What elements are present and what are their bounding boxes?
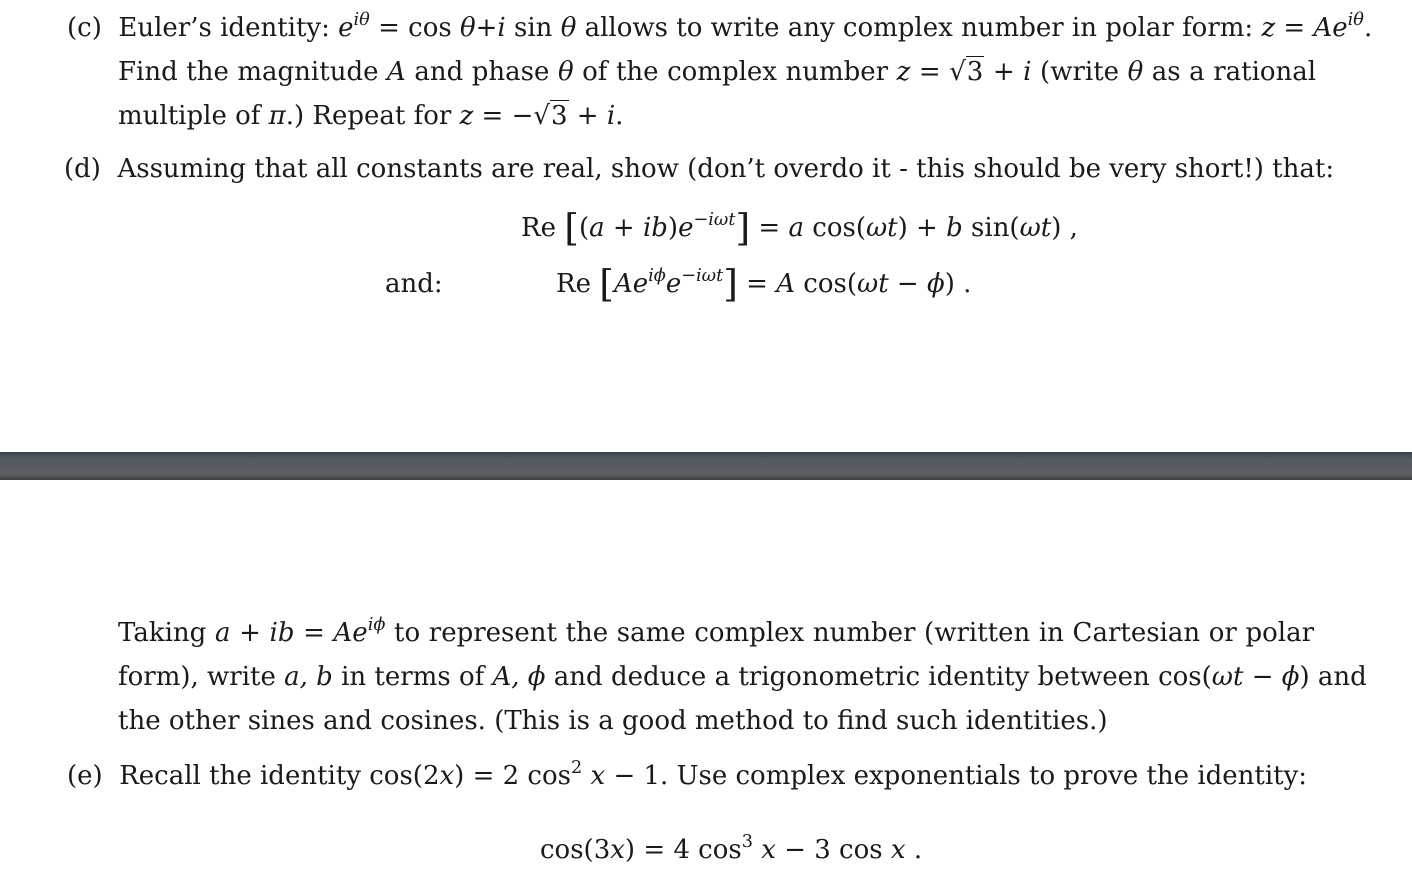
item-d-label: (d)	[64, 154, 101, 184]
item-c-line2: Find the magnitude A and phase θ of the complex number z = √3 + i (write θ as a rational	[118, 57, 1317, 87]
item-e-label: (e)	[67, 761, 103, 791]
and-label: and:	[385, 269, 443, 299]
complex-number-z2: z = −√3 + i.	[459, 101, 624, 131]
item-c-line3: multiple of π.) Repeat for z = −√3 + i.	[118, 101, 624, 131]
equation-triple-angle: cos(3x) = 4 $\cos^3 x - 3$ cos x .	[540, 832, 923, 865]
cont-line3: the other sines and cosines. (This is a good method to find such identities.)	[118, 706, 1108, 736]
cont-line2: form), write a, b in terms of A, ϕ and deduce a trigonometric identity between cos(ωt − ϕ) and	[118, 662, 1367, 692]
item-c-label: (c)	[67, 13, 102, 43]
complex-number-z1: z = √3 + i	[896, 57, 1032, 87]
polar-form-formula: $z = Ae^{i\theta}$.	[1261, 10, 1373, 43]
equation-re-ab: Re $[(a + ib)e^{-i\omega t}] = a$ cos(ωt) + b sin(ωt) ,	[521, 205, 1078, 250]
item-d-line1: (d) Assuming that all constants are real, show (don’t overdo it - this should be very short!) that:	[64, 154, 1335, 184]
equation-re-phase: Re $[Ae^{i\phi}e^{-i\omega t}] = A$ cos(ωt − ϕ) .	[556, 261, 972, 306]
item-c-line1: (c) Euler’s identity: $e^{i\theta} = \cos \theta+i$ sin θ allows to write any complex number in polar form: $z = Ae^{i\theta}$.	[67, 10, 1373, 43]
item-e-line1: (e) Recall the identity cos(2x) = 2 $\cos^2 x - 1$. Use complex exponentials to prove the identity:	[67, 758, 1308, 791]
cont-line1: Taking a + ib = $Ae^{i\phi}$ to represent the same complex number (written in Cartesian or polar	[118, 615, 1314, 648]
euler-identity-formula: $e^{i\theta} = \cos \theta+i$ sin θ	[338, 10, 577, 43]
page-divider	[0, 452, 1412, 480]
